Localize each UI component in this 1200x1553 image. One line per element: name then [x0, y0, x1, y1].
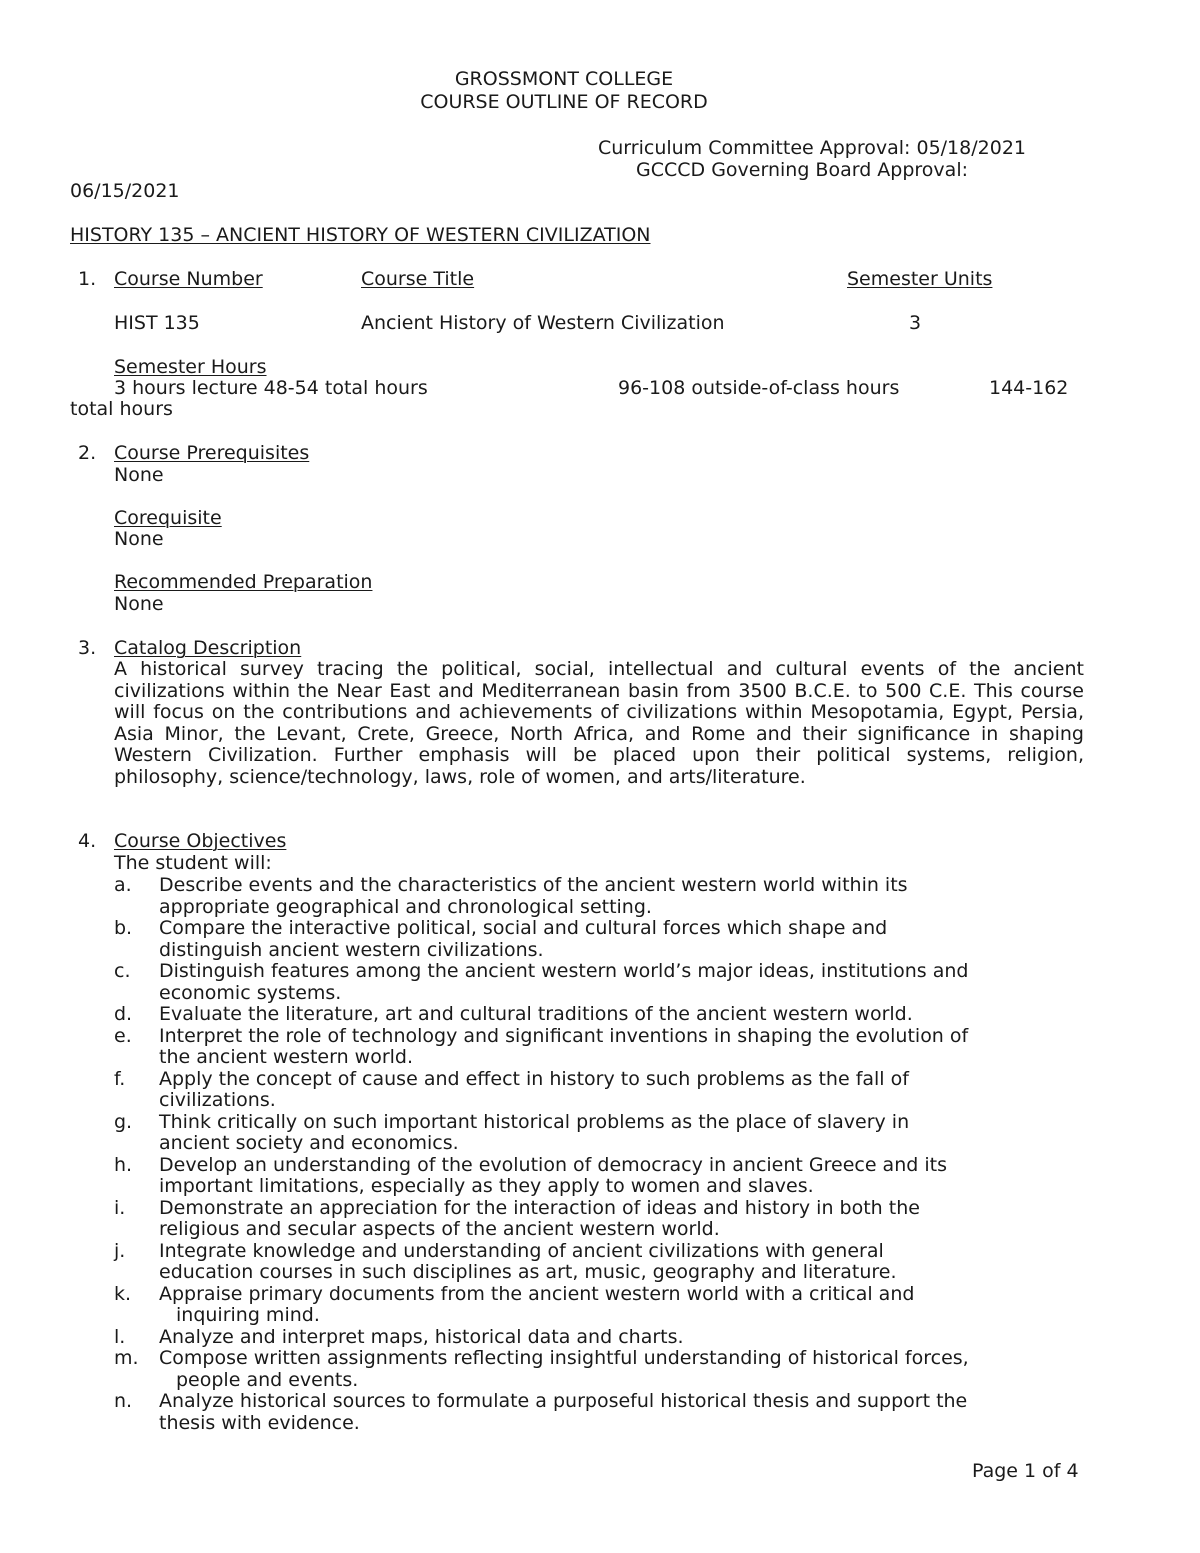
- total-hours-range: 144-162: [989, 377, 1069, 399]
- catalog-description-text: A historical survey tracing the political, social, intellectual and cultural events of the ancient civilizations within the Near East and Mediterranean basin from 3500 B.C.E. to 500 C.E. This course will focus on the contributions and achievements of civilizations within Mesopotamia, Egypt, Persia, Asia Minor, the Levant, Crete, Greece, North Africa, and Rome and their significance in shaping Western Civilization. Further emphasis will be placed upon their political systems, religion, philosophy, science/technology, laws, role of women, and arts/literature.: [114, 658, 1084, 788]
- recommended-prep-value: None: [114, 593, 164, 615]
- col-course-number: Course Number: [114, 268, 263, 290]
- section-4-number: 4.: [78, 830, 97, 852]
- objective-item: [70, 1348, 1110, 1370]
- objective-text-continued: the ancient western world.: [159, 1046, 414, 1068]
- objective-item-continuation: [70, 1219, 1110, 1241]
- outside-hours: 96-108 outside-of-class hours: [618, 377, 900, 399]
- objective-text: Compose written assignments reflecting insightful understanding of historical forces,: [159, 1347, 969, 1369]
- objective-text: Compare the interactive political, social and cultural forces which shape and: [159, 917, 888, 939]
- objective-item-continuation: [70, 1176, 1110, 1198]
- objective-item-continuation: [70, 1305, 1110, 1327]
- objective-letter: n.: [114, 1390, 133, 1412]
- objective-text-continued: education courses in such disciplines as art, music, geography and literature.: [159, 1261, 897, 1283]
- objective-letter: i.: [114, 1196, 126, 1219]
- objective-letter: a.: [114, 874, 132, 896]
- course-objectives-label: Course Objectives: [114, 830, 287, 852]
- course-title: Ancient History of Western Civilization: [361, 312, 725, 334]
- objective-letter: e.: [114, 1024, 132, 1047]
- objectives-intro: The student will:: [114, 852, 272, 874]
- objective-text: Integrate knowledge and understanding of ancient civilizations with general: [159, 1239, 884, 1262]
- course-heading: HISTORY 135 – ANCIENT HISTORY OF WESTERN CIVILIZATION: [70, 224, 651, 246]
- objective-item: [70, 918, 1110, 940]
- objective-text: Distinguish features among the ancient western world’s major ideas, institutions and: [159, 960, 969, 982]
- objective-item: [70, 1327, 1110, 1349]
- objective-text: Analyze and interpret maps, historical data and charts.: [159, 1325, 684, 1348]
- col-semester-units: Semester Units: [847, 268, 993, 290]
- total-hours-label: total hours: [70, 398, 173, 420]
- objective-item-continuation: [70, 1413, 1110, 1435]
- section-3-number: 3.: [78, 637, 97, 659]
- board-approval-date: 06/15/2021: [70, 180, 180, 202]
- objective-letter: m.: [114, 1347, 139, 1369]
- section-1-number: 1.: [78, 268, 97, 290]
- objective-text-continued: religious and secular aspects of the ancient western world.: [159, 1218, 720, 1240]
- document-title: COURSE OUTLINE OF RECORD: [420, 91, 708, 113]
- page-number: Page 1 of 4: [972, 1460, 1079, 1482]
- objective-text-continued: distinguish ancient western civilizations.: [159, 938, 544, 961]
- objective-item-continuation: [70, 897, 1110, 919]
- objective-item: [70, 1004, 1110, 1026]
- objective-item: [70, 1284, 1110, 1306]
- semester-units: 3: [909, 312, 922, 334]
- objective-item-continuation: [70, 940, 1110, 962]
- objective-text-continued: ancient society and economics.: [159, 1132, 459, 1154]
- objective-letter: l.: [114, 1325, 126, 1348]
- corequisite-value: None: [114, 528, 164, 550]
- objective-item-continuation: [70, 1262, 1110, 1284]
- col-course-title: Course Title: [361, 268, 475, 290]
- objective-item: [70, 875, 1110, 897]
- semester-hours-label: Semester Hours: [114, 356, 267, 378]
- objective-item: [70, 1112, 1110, 1134]
- objective-item-continuation: [70, 1090, 1110, 1112]
- curriculum-approval: Curriculum Committee Approval: 05/18/2021: [598, 137, 1026, 159]
- objective-letter: d.: [114, 1003, 133, 1025]
- board-approval: GCCCD Governing Board Approval:: [636, 159, 968, 181]
- objective-item-continuation: [70, 1047, 1110, 1069]
- objective-text-continued: economic systems.: [159, 981, 342, 1004]
- objective-text-continued: people and events.: [176, 1368, 359, 1391]
- objective-text: Describe events and the characteristics of the ancient western world within its: [159, 874, 908, 896]
- objective-text-continued: inquiring mind.: [176, 1304, 320, 1326]
- objective-item: [70, 1241, 1110, 1263]
- objective-text: Demonstrate an appreciation for the interaction of ideas and history in both the: [159, 1196, 920, 1219]
- objective-item: [70, 961, 1110, 983]
- objectives-list: [70, 875, 1110, 1434]
- objective-item: [70, 1155, 1110, 1177]
- objective-text: Develop an understanding of the evolution of democracy in ancient Greece and its: [159, 1153, 947, 1176]
- objective-text-continued: thesis with evidence.: [159, 1411, 360, 1434]
- catalog-description-label: Catalog Description: [114, 637, 302, 659]
- objective-text-continued: civilizations.: [159, 1089, 276, 1111]
- objective-text: Interpret the role of technology and significant inventions in shaping the evolution of: [159, 1024, 969, 1047]
- objective-text: Analyze historical sources to formulate a purposeful historical thesis and support the: [159, 1390, 968, 1412]
- objective-letter: k.: [114, 1282, 132, 1305]
- corequisite-label: Corequisite: [114, 507, 222, 529]
- objective-item-continuation: [70, 1370, 1110, 1392]
- objective-text: Apply the concept of cause and effect in history to such problems as the fall of: [159, 1067, 909, 1090]
- objective-letter: g.: [114, 1110, 133, 1133]
- objective-item: [70, 1391, 1110, 1413]
- course-number: HIST 135: [114, 312, 200, 334]
- objective-letter: b.: [114, 917, 133, 939]
- objective-item: [70, 1069, 1110, 1091]
- college-name: GROSSMONT COLLEGE: [454, 68, 674, 90]
- objective-letter: c.: [114, 960, 131, 982]
- objective-item-continuation: [70, 983, 1110, 1005]
- prerequisites-label: Course Prerequisites: [114, 442, 310, 464]
- objective-text-continued: important limitations, especially as they apply to women and slaves.: [159, 1175, 814, 1197]
- objective-text: Think critically on such important historical problems as the place of slavery in: [159, 1110, 910, 1133]
- objective-item: [70, 1026, 1110, 1048]
- lecture-hours: 3 hours lecture 48-54 total hours: [114, 377, 428, 399]
- objective-letter: f.: [114, 1067, 126, 1090]
- section-2-number: 2.: [78, 442, 97, 464]
- objective-text: Appraise primary documents from the ancient western world with a critical and: [159, 1282, 915, 1305]
- objective-item: [70, 1198, 1110, 1220]
- objective-text-continued: appropriate geographical and chronological setting.: [159, 895, 652, 918]
- recommended-prep-label: Recommended Preparation: [114, 571, 373, 593]
- objective-letter: h.: [114, 1153, 133, 1176]
- objective-letter: j.: [114, 1239, 126, 1262]
- objective-item-continuation: [70, 1133, 1110, 1155]
- prerequisites-value: None: [114, 464, 164, 486]
- objective-text: Evaluate the literature, art and cultural traditions of the ancient western world.: [159, 1003, 913, 1025]
